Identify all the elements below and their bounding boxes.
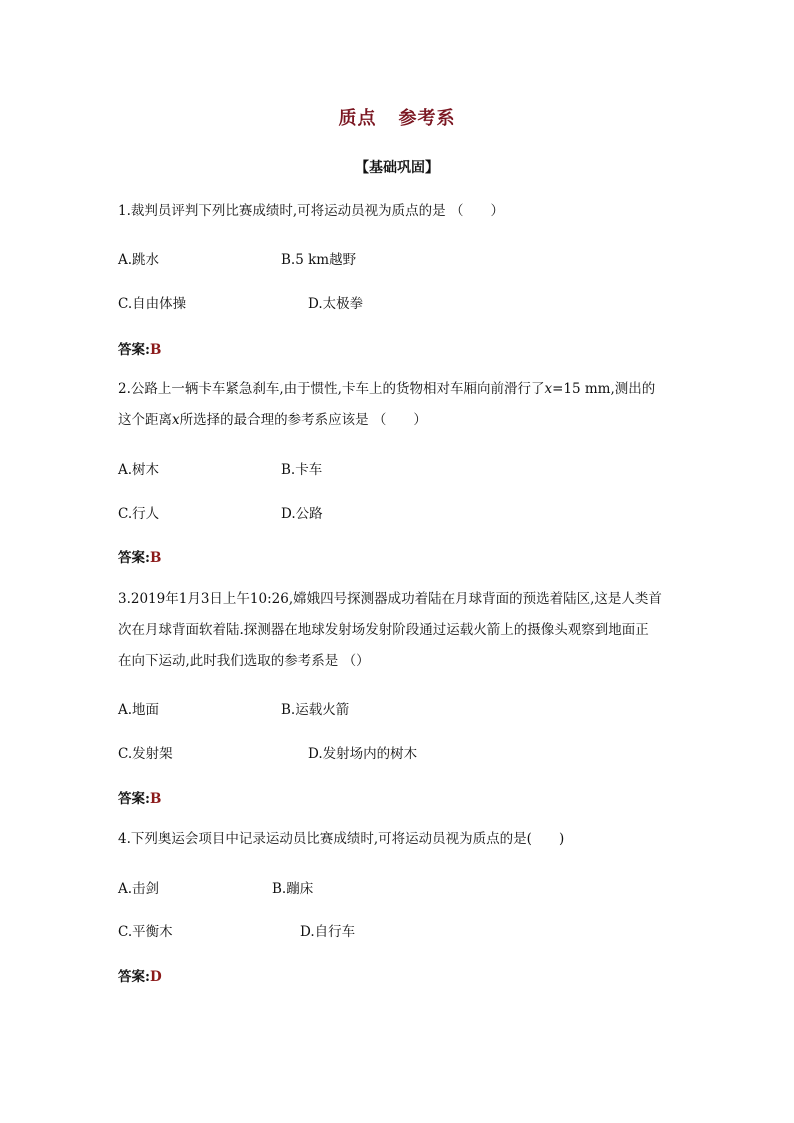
q4-answer [118,965,162,985]
answer-value: D [149,969,162,985]
question-3-line-3: 在向下运动,此时我们选取的参考系是 （） [118,653,370,669]
q4-option-a: A.击剑 [118,881,160,897]
title-part2: 参考系 [398,108,456,129]
q2-option-a: A.树木 [118,462,160,478]
question-3-line-1: 3.2019年1月3日上午10:26,嫦娥四号探测器成功着陆在月球背面的预选着陆区,这是人类首 [118,591,662,607]
q1-option-d: D.太极拳 [308,296,364,312]
question-2-line-2 [118,405,427,436]
q2-answer [118,546,161,566]
question-4-text: 4.下列奥运会项目中记录运动员比赛成绩时,可将运动员视为质点的是( ) [118,831,565,847]
answer-value: B [149,791,162,807]
q3-option-a: A.地面 [118,702,160,718]
section-heading: 【基础巩固】 [355,160,439,176]
q3-option-b: B.运载火箭 [281,702,350,718]
q2-text-d: 所选择的最合理的参考系应该是 （ ） [179,412,427,428]
q2-text-a: 2.公路上一辆卡车紧急刹车,由于惯性,卡车上的货物相对车厢向前滑行了 [118,381,545,397]
q1-option-c: C.自由体操 [118,296,187,312]
answer-label: 答案: [118,791,150,807]
answer-value: B [149,342,162,358]
q4-option-b: B.蹦床 [272,881,314,897]
q1-option-b: B.5 km越野 [281,252,357,268]
q2-text-b: =15 mm,测出的 [552,381,656,397]
q3-option-d: D.发射场内的树木 [308,746,418,762]
answer-value: B [149,550,162,566]
q2-var-x: x [544,381,553,397]
title-part1: 质点 [338,108,377,129]
question-3-line-2: 次在月球背面软着陆.探测器在地球发射场发射阶段通过运载火箭上的摄像头观察到地面正 [118,622,649,638]
q3-answer [118,787,161,807]
q2-text-c: 这个距离 [118,412,172,428]
answer-label: 答案: [118,969,150,985]
q2-var-x2: x [172,412,180,428]
q1-option-a: A.跳水 [118,252,160,268]
q4-option-c: C.平衡木 [118,924,173,940]
q3-option-c: C.发射架 [118,746,173,762]
answer-label: 答案: [118,550,150,566]
q2-option-c: C.行人 [118,506,160,522]
q1-answer [118,338,161,358]
answer-label: 答案: [118,342,150,358]
q2-option-d: D.公路 [281,506,323,522]
question-1-text: 1.裁判员评判下列比赛成绩时,可将运动员视为质点的是 （ ） [118,203,504,219]
q4-option-d: D.自行车 [300,924,356,940]
q2-option-b: B.卡车 [281,462,323,478]
question-2-line-1 [118,374,655,405]
page-title [0,104,794,130]
